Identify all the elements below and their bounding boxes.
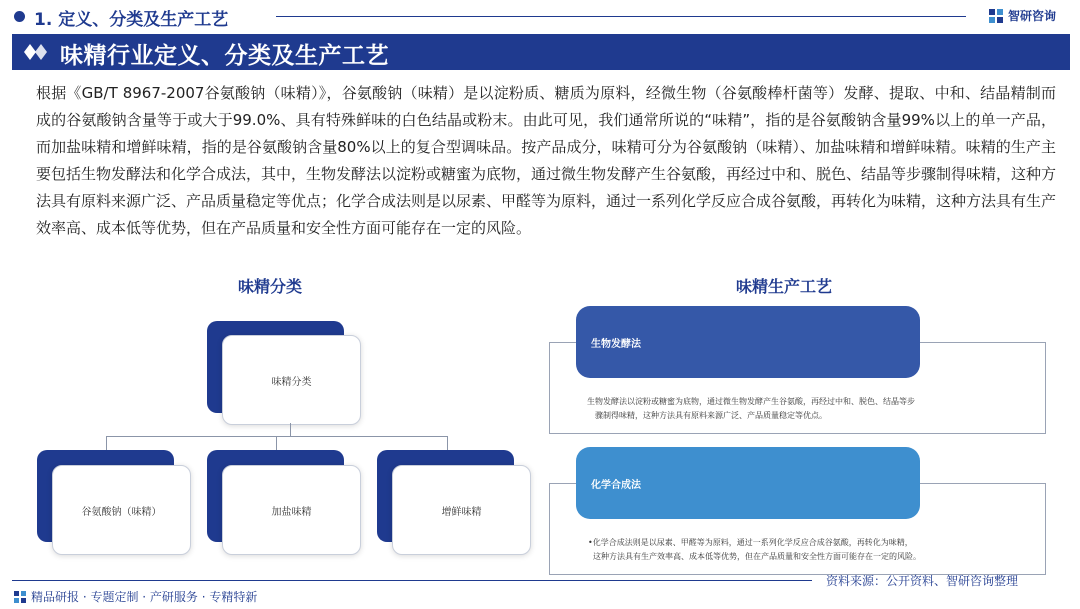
- intro-paragraph: 根据《GB/T 8967-2007谷氨酸钠（味精）》，谷氨酸钠（味精）是以淀粉质、糖质为原料，经微生物（谷氨酸棒杆菌等）发酵、提取、中和、结晶精制而成的谷氨酸钠含量等于或大于99.0%、具有特殊鲜味的白色结晶或粉末。由此可见，我们通常所说的“味精”，指的是谷氨酸钠含量99%以上的单一产品，而加盐味精和增鲜味精，指的是谷氨酸钠含量80%以上的复合型调味品。按产品成分，味精可分为谷氨酸钠（味精）、加盐味精和增鲜味精。味精的生产主要包括生物发酵法和化学合成法，其中，生物发酵法以淀粉或糖蜜为底物，通过微生物发酵产生谷氨酸，再经过中和、脱色、结晶等步骤制得味精，这种方法具有原料来源广泛、产品质量稳定等优点；化学合成法则是以尿素、甲醛等为原料，通过一系列化学反应合成谷氨酸，再转化为味精，这种方法具有生产效率高、成本低等优势，但在产品质量和安全性方面可能存在一定的风险。: [36, 84, 1057, 237]
- root-node-label: 味精分类: [271, 376, 312, 388]
- connector-middle: [276, 436, 277, 450]
- child-node-label-1: 谷氨酸钠（味精）: [81, 506, 162, 518]
- brand-name: 智研咨询: [1008, 9, 1057, 23]
- connector-right: [447, 436, 448, 450]
- connector-horizontal: [106, 436, 448, 437]
- zhiyan-logo-icon: [988, 8, 1004, 24]
- banner-title: 味精行业定义、分类及生产工艺: [60, 43, 389, 69]
- footer-slogan: [14, 588, 257, 605]
- method-desc-1-line-1: 生物发酵法以淀粉或糖蜜为底物，通过微生物发酵产生谷氨酸，再经过中和、脱色、结晶等步: [587, 397, 915, 406]
- connector-vertical: [290, 423, 291, 436]
- child-node-1: [52, 465, 191, 555]
- method-card-2: [576, 447, 920, 519]
- zhiyan-small-logo-icon: [14, 591, 26, 603]
- method-desc-2-line-2: 这种方法具有生产效率高、成本低等优势，但在产品质量和安全性方面可能存在一定的风险。: [593, 552, 921, 561]
- method-card-1: [576, 306, 920, 378]
- header-divider: [276, 16, 966, 17]
- bullet-dot-icon: [14, 11, 25, 22]
- double-diamond-icon: [24, 43, 50, 61]
- footer-divider: [12, 580, 812, 581]
- classification-title: 味精分类: [238, 277, 303, 296]
- method-name-1: 生物发酵法: [591, 339, 641, 350]
- child-node-label-3: 增鲜味精: [441, 506, 482, 518]
- child-node-label-2: 加盐味精: [271, 506, 312, 518]
- root-node: [222, 335, 361, 425]
- title-banner: [12, 34, 1070, 70]
- method-desc-1-line-2: 骤制得味精，这种方法具有原料来源广泛、产品质量稳定等优点。: [595, 411, 827, 420]
- footer-slogan-text: 精品研报 · 专题定制 · 产研服务 · 专精特新: [31, 590, 258, 604]
- connector-left: [106, 436, 107, 450]
- top-header: [0, 0, 1080, 34]
- child-node-3: [392, 465, 531, 555]
- process-title: 味精生产工艺: [736, 277, 833, 296]
- source-note: 资料来源：公开资料、智研咨询整理: [826, 574, 1019, 588]
- brand: [988, 7, 1056, 24]
- method-desc-2-line-1: •化学合成法则是以尿素、甲醛等为原料，通过一系列化学反应合成谷氨酸，再转化为味精，: [588, 538, 913, 547]
- method-name-2: 化学合成法: [591, 480, 641, 491]
- section-title: 1. 定义、分类及生产工艺: [34, 10, 229, 30]
- child-node-2: [222, 465, 361, 555]
